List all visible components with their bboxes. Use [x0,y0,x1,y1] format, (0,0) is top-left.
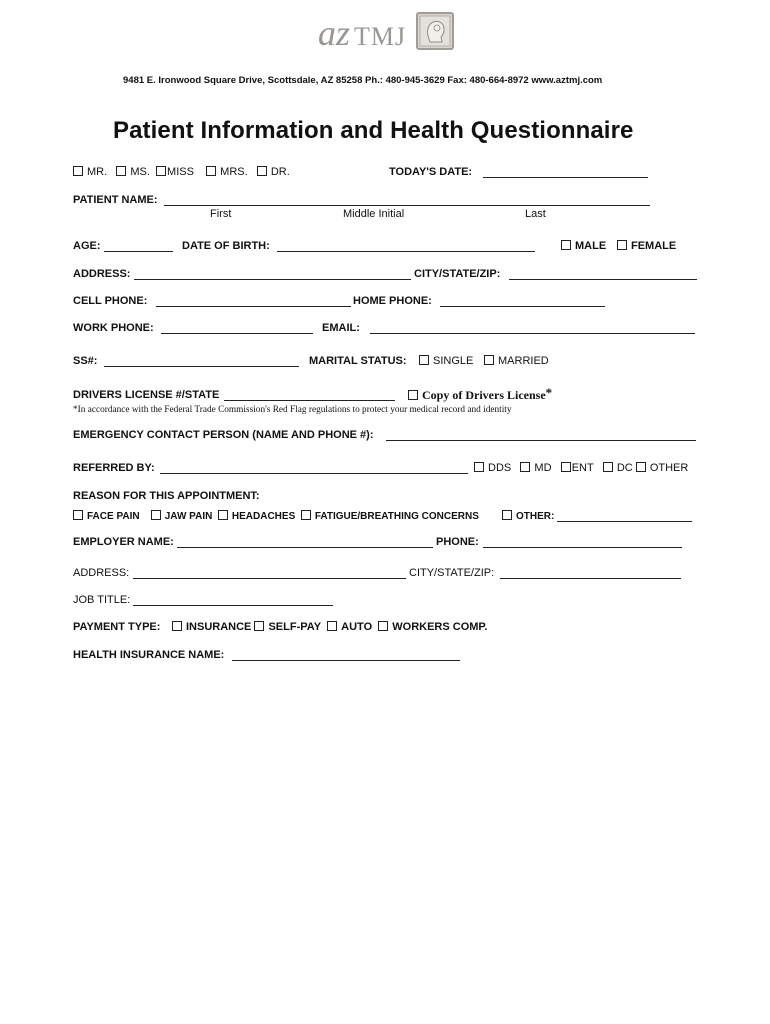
checkbox-icon[interactable] [636,462,646,472]
employer-city-label: CITY/STATE/ZIP: [409,567,495,579]
work-phone-field[interactable] [161,333,313,334]
patient-name-label: PATIENT NAME: [73,194,158,206]
marital-married-option[interactable]: MARRIED [484,355,549,367]
employer-address-label: ADDRESS: [73,567,130,579]
employer-phone-label: PHONE: [436,536,479,548]
employer-name-label: EMPLOYER NAME: [73,536,174,548]
payment-auto-option[interactable]: AUTO [327,621,372,633]
checkbox-icon[interactable] [474,462,484,472]
ftc-note: *In accordance with the Federal Trade Commission's Red Flag regulations to protect your medical record and identity [73,405,512,415]
copy-license-asterisk: * [545,385,553,400]
payment-insurance-option[interactable]: INSURANCE [172,621,251,633]
checkbox-icon[interactable] [73,166,83,176]
checkbox-icon[interactable] [156,166,166,176]
face-profile-icon [416,12,454,50]
dob-field[interactable] [277,251,535,252]
job-title-field[interactable] [133,605,333,606]
address-field[interactable] [134,279,411,280]
logo-az-text: az [318,13,351,53]
reason-label: REASON FOR THIS APPOINTMENT: [73,490,260,502]
work-phone-label: WORK PHONE: [73,322,154,334]
checkbox-icon[interactable] [603,462,613,472]
checkbox-icon[interactable] [172,621,182,631]
home-phone-field[interactable] [440,306,605,307]
age-label: AGE: [73,240,101,252]
checkbox-icon[interactable] [484,355,494,365]
patient-name-field[interactable] [164,205,650,206]
name-part-middle: Middle Initial [343,208,405,220]
referral-md-option[interactable]: MD [520,462,551,474]
emergency-contact-field[interactable] [386,440,696,441]
checkbox-icon[interactable] [151,510,161,520]
checkbox-icon[interactable] [520,462,530,472]
dob-label: DATE OF BIRTH: [182,240,270,252]
checkbox-icon[interactable] [257,166,267,176]
reason-headaches-option[interactable]: HEADACHES [218,511,295,522]
emergency-contact-label: EMERGENCY CONTACT PERSON (NAME AND PHONE #): [73,429,374,441]
employer-address-field[interactable] [133,578,406,579]
checkbox-icon[interactable] [408,390,418,400]
checkbox-icon[interactable] [254,621,264,631]
referred-by-field[interactable] [160,473,468,474]
checkbox-icon[interactable] [327,621,337,631]
checkbox-icon[interactable] [206,166,216,176]
reason-other-field[interactable] [557,521,692,522]
ssn-field[interactable] [104,366,299,367]
checkbox-icon[interactable] [561,462,571,472]
job-title-label: JOB TITLE: [73,594,131,606]
referred-by-label: REFERRED BY: [73,462,155,474]
gender-female-option[interactable]: FEMALE [617,240,676,252]
marital-single-option[interactable]: SINGLE [419,355,473,367]
referral-dds-option[interactable]: DDS [474,462,511,474]
drivers-license-field[interactable] [224,400,395,401]
cell-phone-label: CELL PHONE: [73,295,148,307]
referral-ent-option[interactable]: ENT [561,462,594,474]
cell-phone-field[interactable] [156,306,351,307]
health-insurance-field[interactable] [232,660,460,661]
todays-date-label: TODAY'S DATE: [389,166,473,178]
clinic-address-line: 9481 E. Ironwood Square Drive, Scottsdale, AZ 85258 Ph.: 480-945-3629 Fax: 480-664-8972 www.aztmj.com [123,75,603,86]
checkbox-icon[interactable] [617,240,627,250]
gender-male-option[interactable]: MALE [561,240,606,252]
page-title: Patient Information and Health Questionnaire [113,117,634,144]
checkbox-icon[interactable] [218,510,228,520]
checkbox-icon[interactable] [73,510,83,520]
health-insurance-label: HEALTH INSURANCE NAME: [73,649,225,661]
email-field[interactable] [370,333,695,334]
payment-workers-comp-option[interactable]: WORKERS COMP. [378,621,487,633]
email-label: EMAIL: [322,322,360,334]
employer-name-field[interactable] [177,547,433,548]
checkbox-icon[interactable] [419,355,429,365]
payment-options [172,621,487,633]
reason-other-option[interactable]: OTHER: [502,511,554,522]
city-state-zip-label: CITY/STATE/ZIP: [414,268,501,280]
salutation-dr[interactable]: DR. [257,166,290,178]
checkbox-icon[interactable] [378,621,388,631]
name-part-first: First [210,208,232,220]
payment-self-pay-option[interactable]: SELF-PAY [254,621,321,633]
reason-options [73,511,479,522]
name-part-last: Last [525,208,546,220]
drivers-license-label: DRIVERS LICENSE #/STATE [73,389,220,401]
checkbox-icon[interactable] [502,510,512,520]
salutation-miss[interactable]: MISS [156,166,194,178]
salutation-mr[interactable]: MR. [73,166,107,178]
todays-date-field[interactable] [483,177,648,178]
referral-dc-option[interactable]: DC [603,462,633,474]
marital-status-label: MARITAL STATUS: [309,355,407,367]
payment-type-label: PAYMENT TYPE: [73,621,161,633]
employer-phone-field[interactable] [483,547,682,548]
checkbox-icon[interactable] [116,166,126,176]
salutation-options [73,166,290,178]
salutation-ms[interactable]: MS. [116,166,150,178]
checkbox-icon[interactable] [301,510,311,520]
reason-jaw-pain-option[interactable]: JAW PAIN [151,511,213,522]
reason-fatigue-option[interactable]: FATIGUE/BREATHING CONCERNS [301,511,479,522]
age-field[interactable] [104,251,173,252]
city-state-zip-field[interactable] [509,279,697,280]
logo-tmj-text: TMJ [354,22,407,51]
checkbox-icon[interactable] [561,240,571,250]
employer-city-field[interactable] [500,578,681,579]
salutation-mrs[interactable]: MRS. [206,166,248,178]
ssn-label: SS#: [73,355,98,367]
referral-other-option[interactable]: OTHER [636,462,689,474]
home-phone-label: HOME PHONE: [353,295,432,307]
referral-options [474,462,688,474]
reason-face-pain-option[interactable]: FACE PAIN [73,511,140,522]
address-label: ADDRESS: [73,268,131,280]
copy-license-option[interactable]: Copy of Drivers License* [408,387,552,403]
